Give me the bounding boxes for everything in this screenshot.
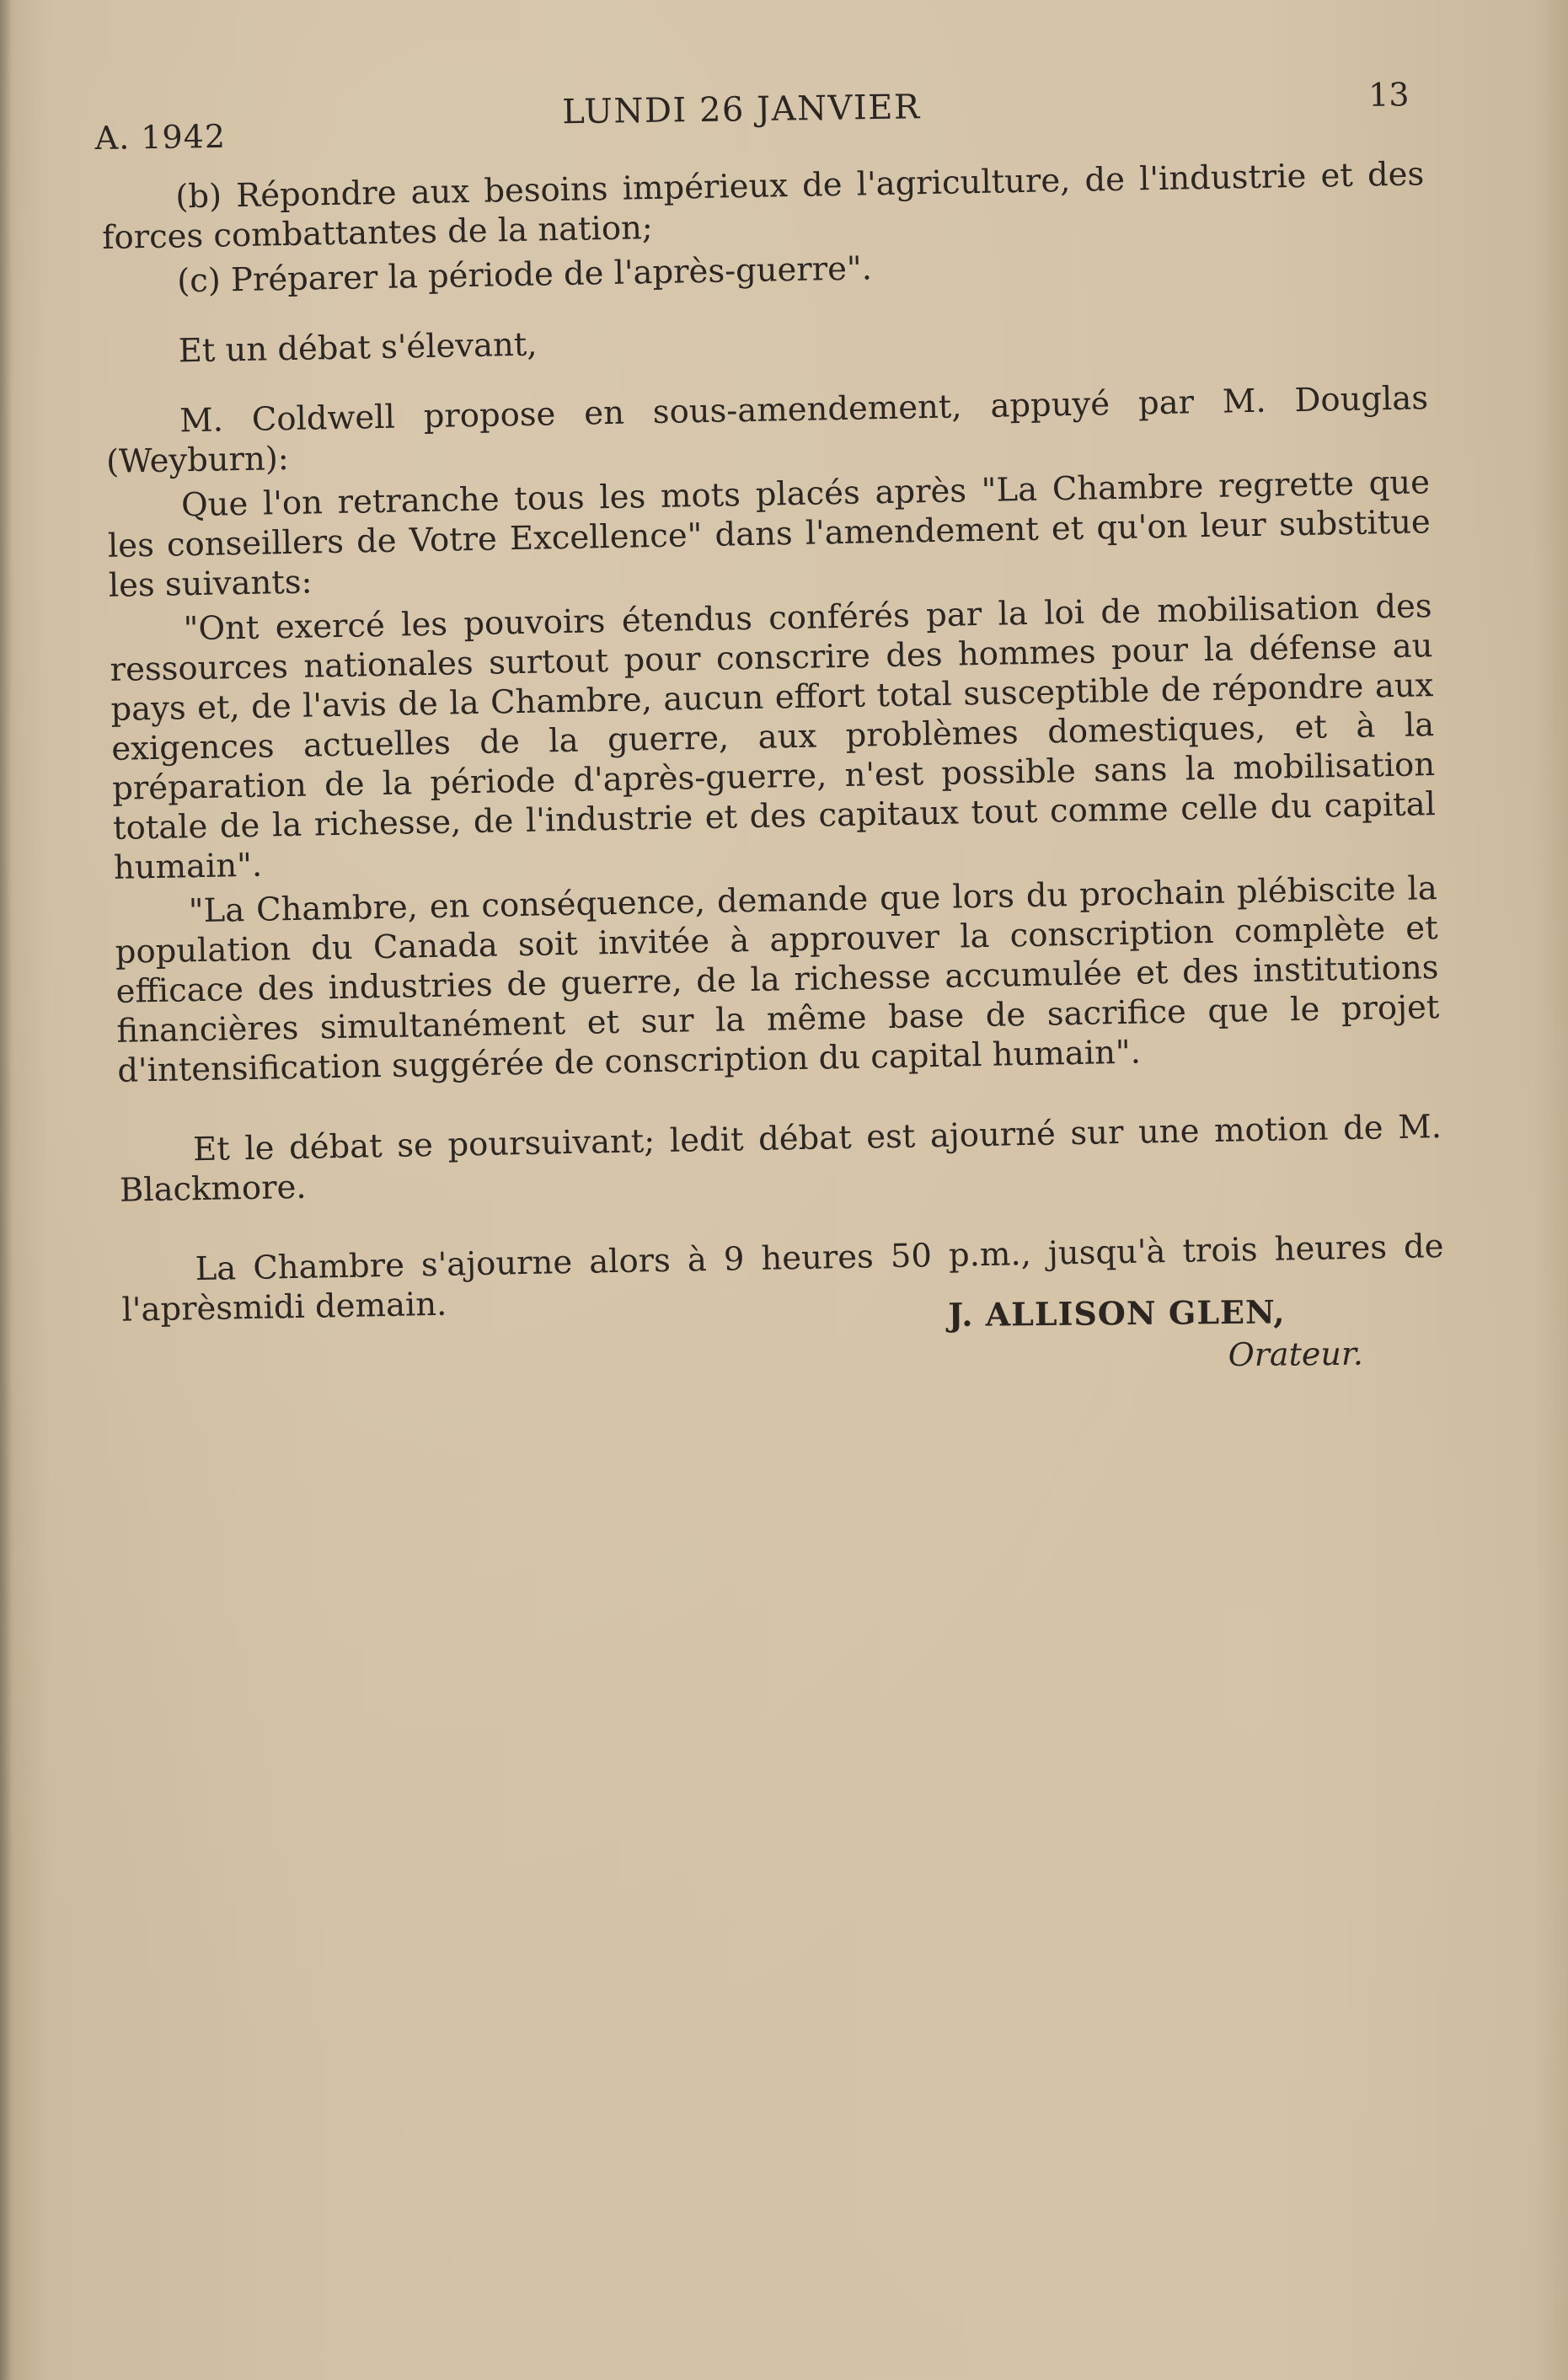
page-number: 13 — [1367, 76, 1410, 114]
paragraph-sub-amendment: M. Coldwell propose en sous-amendement, appuyé par M. Douglas (Weyburn): — [105, 379, 1429, 481]
page-header — [94, 76, 1410, 157]
paragraph-item-c: (c) Préparer la période de l'après-guerre". — [176, 249, 873, 301]
speaker-name: J. ALLISON GLEN, — [948, 1292, 1286, 1334]
session-year: A. 1942 — [94, 117, 227, 157]
paragraph-quote-powers: "Ont exercé les pouvoirs étendus conférés par la loi de mobilisation des ressources nationales surtout pour conscrire des hommes pour la défense au pays et, de l'avis de la Chambre, aucun effort total susceptible de répondre aux exigences actuelles de la guerre, aux problèmes domestiques, et à la préparation de la période d'après-guerre, n'est possible sans la mobilisation totale de la richesse, de l'industrie et des capitaux tout comme celle du capital humain". — [110, 587, 1437, 887]
document-body — [101, 154, 1445, 1330]
paragraph-quote-plebiscite: "La Chambre, en conséquence, demande que lors du prochain plébiscite la population du Canada soit invitée à approuver la conscription complète et efficace des industries de guerre, de la richesse accumulée et des institutions financières simultanément et sur la même base de sacrifice que le projet d'intensification suggérée de conscription du capital humain". — [115, 869, 1440, 1090]
signature-block — [948, 1292, 1387, 1376]
paragraph-strike-words: Que l'on retranche tous les mots placés après "La Chambre regrette que les conseillers de Votre Excellence" dans l'amendement et qu'on leur substitue les suivants: — [107, 463, 1432, 605]
speaker-title: Orateur. — [1228, 1334, 1364, 1374]
paragraph-house-adjourns: La Chambre s'ajourne alors à 9 heures 50 p.m., jusqu'à trois heures de l'aprèsmidi demain. — [121, 1227, 1444, 1329]
paragraph-debate-start: Et un débat s'élevant, — [178, 325, 538, 371]
paragraph-debate-adjourned: Et le débat se poursuivant; ledit débat est ajourné sur une motion de M. Blackmore. — [119, 1108, 1442, 1210]
page-date-title: LUNDI 26 JANVIER — [562, 88, 921, 132]
paragraph-item-b: (b) Répondre aux besoins impérieux de l'agriculture, de l'industrie et des forces combattantes de la nation; — [101, 155, 1425, 257]
